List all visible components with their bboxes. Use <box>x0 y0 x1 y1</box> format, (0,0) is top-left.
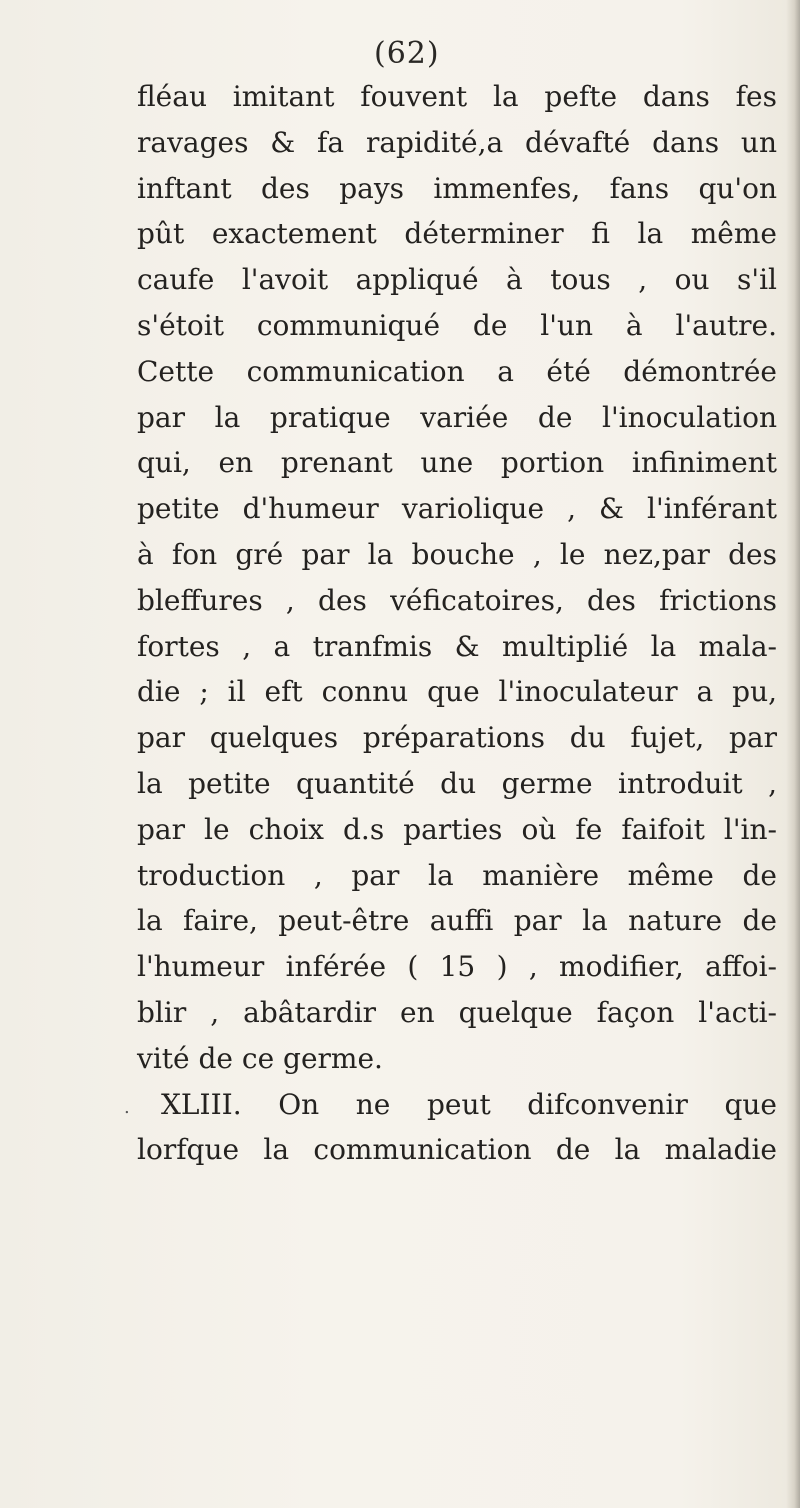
page-edge-shadow <box>786 0 800 1508</box>
text-line: inftant des pays immenfes, fans qu'on <box>137 171 777 205</box>
text-line: lorfque la communication de la maladie <box>137 1133 777 1167</box>
text-line: caufe l'avoit appliqué à tous , ou s'il <box>137 263 777 297</box>
text-line: à fon gré par la bouche , le nez,par des <box>137 537 777 571</box>
text-line: par le choix d.s parties où fe faifoit l'in- <box>137 812 777 846</box>
text-line: petite d'humeur variolique , & l'inférant <box>137 492 777 526</box>
text-line: Cette communication a été démontrée <box>137 354 777 388</box>
body-text <box>137 74 777 1173</box>
text-line: s'étoit communiqué de l'un à l'autre. <box>137 308 777 342</box>
text-line: la faire, peut-être auffi par la nature de <box>137 904 777 938</box>
text-line: blir , abâtardir en quelque façon l'acti- <box>137 995 777 1029</box>
text-line: bleffures , des véficatoires, des frictions <box>137 583 777 617</box>
text-line: ravages & fa rapidité,a dévafté dans un <box>137 125 777 159</box>
text-line: la petite quantité du germe introduit , <box>137 766 777 800</box>
text-line: troduction , par la manière même de <box>137 858 777 892</box>
text-line: qui, en prenant une portion infiniment <box>137 446 777 480</box>
text-line: fléau imitant fouvent la pefte dans fes <box>137 80 777 113</box>
text-line: fortes , a tranfmis & multiplié la mala- <box>137 629 777 663</box>
margin-mark: . <box>124 1097 130 1118</box>
text-line: pût exactement déterminer fi la même <box>137 217 777 251</box>
text-line: l'humeur inférée ( 15 ) , modifier, affoi- <box>137 950 777 984</box>
text-line: par la pratique variée de l'inoculation <box>137 400 777 434</box>
page-number: (62) <box>374 36 440 71</box>
text-line: die ; il eft connu que l'inoculateur a pu, <box>137 675 777 709</box>
text-line: par quelques préparations du fujet, par <box>137 721 777 755</box>
section-heading-line: XLIII. On ne peut difconvenir que <box>161 1087 777 1121</box>
text-line: vité de ce germe. <box>137 1041 383 1075</box>
